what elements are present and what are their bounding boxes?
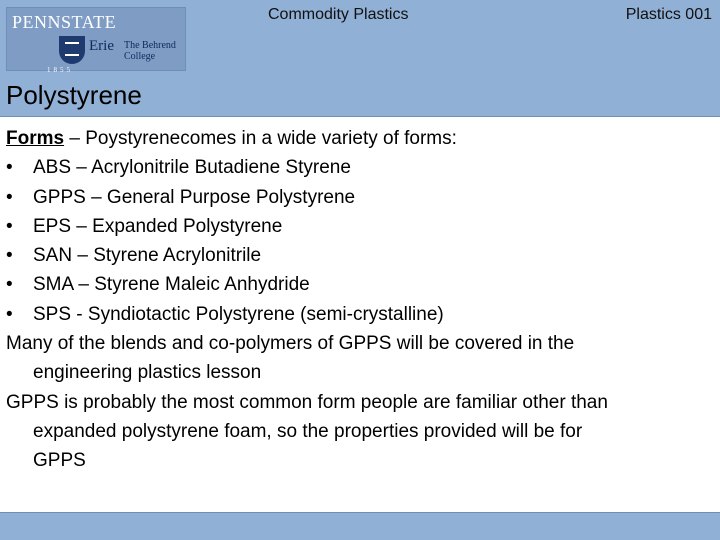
list-item <box>6 241 712 270</box>
list-item <box>6 300 712 329</box>
header-band <box>0 0 720 116</box>
penn-state-erie-logo <box>6 7 186 74</box>
list-item <box>6 183 712 212</box>
forms-intro-text: – Poystyrenecomes in a wide variety of forms: <box>64 128 457 149</box>
paragraph-line: GPPS is probably the most common form people are familiar other than <box>6 391 608 413</box>
logo-year: 1855 <box>47 66 73 74</box>
list-item-text: SAN – Styrene Acrylonitrile <box>33 245 262 267</box>
logo-college-line1: The Behrend <box>124 40 176 51</box>
list-item <box>6 153 712 182</box>
list-item-text: ABS – Acrylonitrile Butadiene Styrene <box>33 157 351 179</box>
list-item-text: SMA – Styrene Maleic Anhydride <box>33 274 310 296</box>
forms-label: Forms <box>6 128 65 149</box>
logo-campus: Erie <box>89 38 114 54</box>
slide-title: Polystyrene <box>6 80 142 110</box>
bullet-icon: • <box>6 215 13 237</box>
logo-wordmark: PENNSTATE <box>12 12 117 32</box>
bullet-icon: • <box>6 245 13 267</box>
list-item-text: SPS - Syndiotactic Polystyrene (semi-crystalline) <box>33 303 444 325</box>
body-text <box>6 124 712 476</box>
bullet-icon: • <box>6 157 13 179</box>
list-item <box>6 212 712 241</box>
list-item-text: EPS – Expanded Polystyrene <box>33 215 283 237</box>
list-item <box>6 270 712 299</box>
slide-content <box>0 116 720 512</box>
paragraph-line: GPPS <box>33 450 86 472</box>
logo-college <box>124 40 186 62</box>
nittany-shield-icon <box>59 36 85 64</box>
forms-intro-line <box>6 124 712 153</box>
course-title: Commodity Plastics <box>268 6 409 23</box>
paragraph-line: engineering plastics lesson <box>33 362 262 384</box>
bullet-icon: • <box>6 186 13 208</box>
paragraph-line: expanded polystyrene foam, so the properties provided will be for <box>33 420 583 442</box>
paragraph-gpps <box>6 388 712 476</box>
bullet-icon: • <box>6 303 13 325</box>
logo-college-line2: College <box>124 51 156 62</box>
footer-band <box>0 512 720 540</box>
bullet-icon: • <box>6 274 13 296</box>
course-code: Plastics 001 <box>625 6 712 23</box>
paragraph-blends <box>6 329 712 388</box>
paragraph-line: Many of the blends and co-polymers of GPPS will be covered in the <box>6 333 575 355</box>
list-item-text: GPPS – General Purpose Polystyrene <box>33 186 356 208</box>
